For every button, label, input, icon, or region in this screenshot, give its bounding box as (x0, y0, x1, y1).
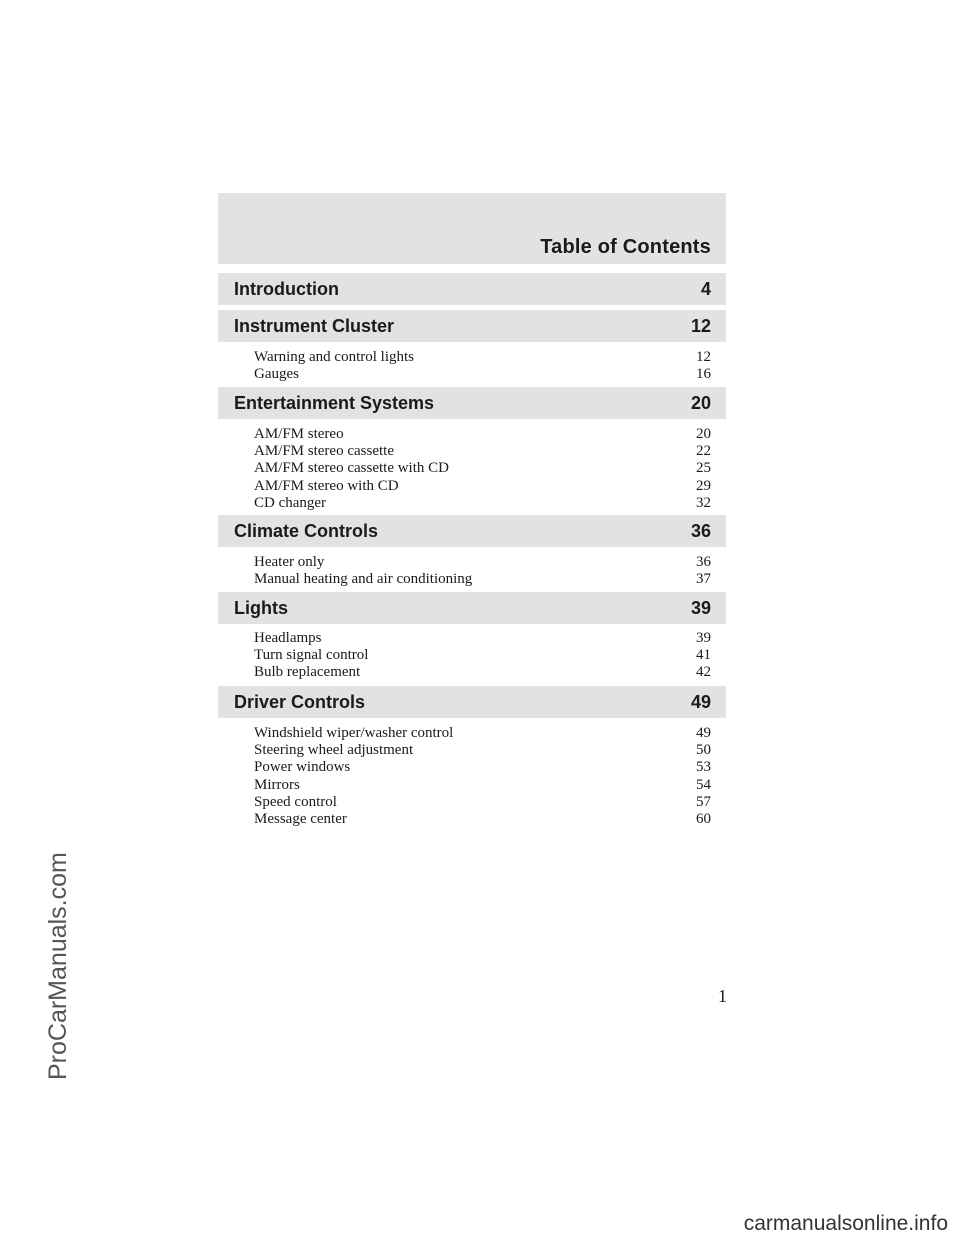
toc-items-climate-controls (254, 554, 711, 588)
toc-item[interactable] (254, 742, 711, 759)
toc-section-entertainment-systems[interactable] (218, 387, 726, 419)
item-page: 16 (696, 366, 711, 383)
item-page: 22 (696, 443, 711, 460)
item-page: 41 (696, 647, 711, 664)
item-page: 37 (696, 571, 711, 588)
item-label: Warning and control lights (254, 349, 415, 365)
item-label: AM/FM stereo cassette (254, 443, 394, 460)
item-page: 57 (696, 793, 711, 810)
item-page: 29 (696, 477, 711, 494)
page-number: 1 (718, 986, 727, 1006)
item-page: 42 (696, 664, 711, 681)
item-page: 54 (696, 776, 711, 793)
toc-header (218, 193, 726, 264)
item-page: 20 (696, 426, 711, 442)
toc-item[interactable] (254, 794, 711, 811)
toc-item[interactable] (254, 759, 711, 776)
toc-items-driver-controls (254, 725, 711, 828)
toc-item[interactable] (254, 777, 711, 794)
toc-item[interactable] (254, 647, 711, 664)
section-label: Lights (234, 597, 288, 618)
toc-item[interactable] (254, 478, 711, 495)
section-label: Climate Controls (234, 520, 379, 541)
toc-section-introduction[interactable] (218, 273, 726, 305)
toc-section-climate-controls[interactable] (218, 515, 726, 547)
item-label: AM/FM stereo with CD (254, 477, 399, 494)
toc-item[interactable] (254, 460, 711, 477)
section-label: Driver Controls (234, 691, 366, 712)
item-label: AM/FM stereo cassette with CD (254, 460, 449, 477)
item-page: 39 (696, 630, 711, 646)
item-page: 60 (696, 811, 711, 828)
side-watermark: ProCarManuals.com (44, 852, 72, 1080)
item-label: Manual heating and air conditioning (254, 571, 473, 588)
toc-section-instrument-cluster[interactable] (218, 310, 726, 342)
item-page: 12 (696, 349, 711, 365)
section-page: 36 (690, 520, 711, 541)
item-label: Power windows (254, 759, 351, 776)
item-label: Bulb replacement (254, 664, 361, 681)
item-label: Steering wheel adjustment (254, 742, 414, 759)
item-label: Gauges (254, 366, 299, 383)
item-page: 36 (696, 554, 711, 570)
item-label: Speed control (254, 793, 337, 810)
section-page: 4 (700, 278, 711, 299)
section-page: 39 (690, 597, 711, 618)
toc-items-instrument-cluster (254, 349, 711, 383)
toc-item[interactable] (254, 366, 711, 383)
toc-item[interactable] (254, 495, 711, 512)
item-page: 50 (696, 742, 711, 759)
item-page: 53 (696, 759, 711, 776)
toc-section-driver-controls[interactable] (218, 686, 726, 718)
toc-section-lights[interactable] (218, 592, 726, 624)
item-label: Headlamps (254, 630, 322, 646)
toc-item[interactable] (254, 630, 711, 647)
bottom-watermark: carmanualsonline.info (743, 1212, 948, 1235)
toc-item[interactable] (254, 349, 711, 366)
toc-items-lights (254, 630, 711, 682)
section-page: 49 (690, 691, 711, 712)
section-page: 20 (690, 392, 711, 413)
item-label: Mirrors (254, 776, 300, 793)
section-label: Entertainment Systems (234, 392, 435, 413)
page-title: Table of Contents (540, 236, 711, 258)
toc-items-entertainment-systems (254, 426, 711, 512)
item-page: 25 (696, 460, 711, 477)
item-label: Turn signal control (254, 647, 369, 664)
item-label: Heater only (254, 554, 325, 570)
toc-item[interactable] (254, 443, 711, 460)
item-label: Message center (254, 811, 347, 828)
section-label: Introduction (234, 278, 339, 299)
toc-item[interactable] (254, 811, 711, 828)
item-label: AM/FM stereo (254, 426, 344, 442)
toc-item[interactable] (254, 725, 711, 742)
item-label: Windshield wiper/washer control (254, 725, 454, 741)
toc-item[interactable] (254, 664, 711, 681)
section-page: 12 (690, 315, 711, 336)
toc-item[interactable] (254, 426, 711, 443)
toc-item[interactable] (254, 571, 711, 588)
item-page: 32 (696, 494, 711, 511)
item-label: CD changer (254, 494, 327, 511)
section-label: Instrument Cluster (234, 315, 395, 336)
item-page: 49 (696, 725, 711, 741)
toc-item[interactable] (254, 554, 711, 571)
